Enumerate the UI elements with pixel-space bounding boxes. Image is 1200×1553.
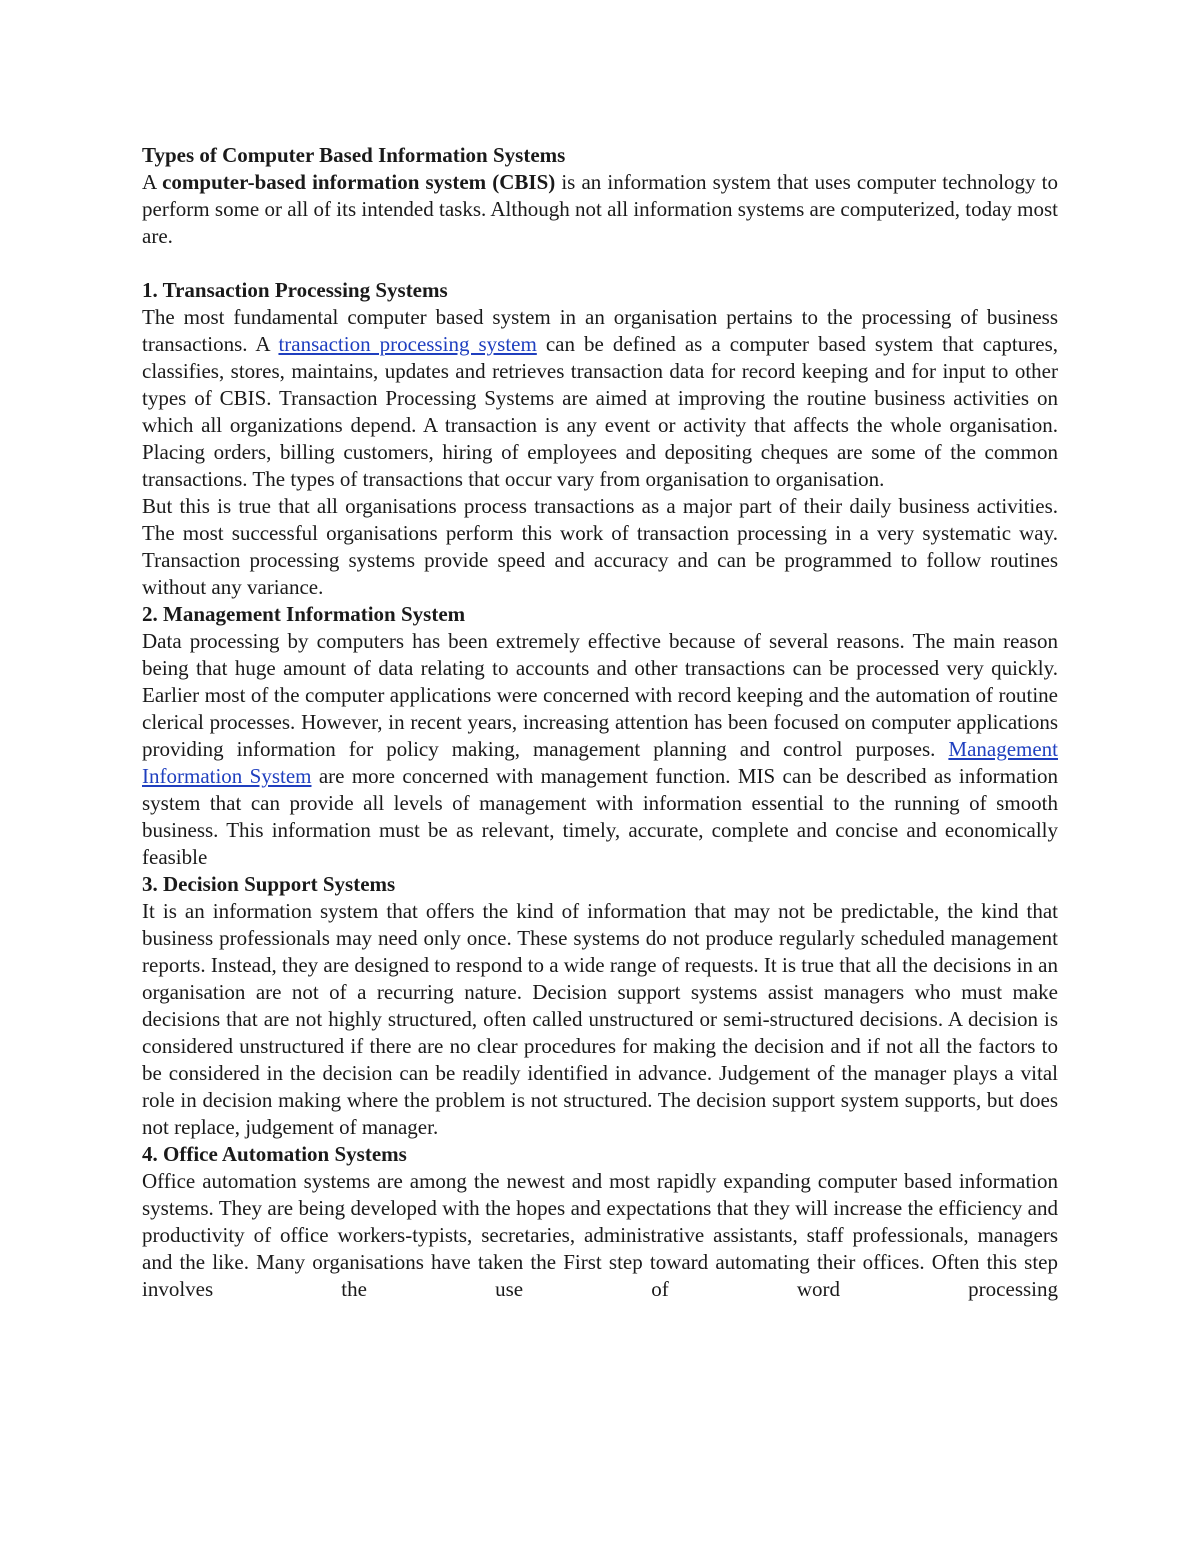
intro-bold-term: computer-based information system (CBIS) (162, 170, 556, 194)
section-heading-mis: 2. Management Information System (142, 602, 466, 626)
section-heading-dss: 3. Decision Support Systems (142, 872, 396, 896)
document-page (142, 142, 1058, 1303)
tps-text-after: can be defined as a computer based system that captures, classifies, stores, maintains, updates and retrieves transaction data for record keeping and for input to other types of CBIS. Transaction Processing Systems are aimed at improving the routine business activities on which all organizations depend. A transaction is any event or activity that affects the whole organisation. Placing orders, billing customers, hiring of employees and depositing cheques are some of the common transactions. The types of transactions that occur vary from organisation to organisation. (142, 332, 1059, 491)
tps-text-before: The most fundamental computer based system in an organisation pertains to the processing of business transactions. A (142, 305, 1058, 356)
section-heading-tps: 1. Transaction Processing Systems (142, 278, 448, 302)
dss-paragraph: It is an information system that offers the kind of information that may not be predictable, the kind that business professionals may need only once. These systems do not produce regularly scheduled management reports. Instead, they are designed to respond to a wide range of requests. It is true that all the decisions in an organisation are not of a recurring nature. Decision support systems assist managers who must make decisions that are not highly structured, often called unstructured or semi-structured decisions. A decision is considered unstructured if there are no clear procedures for making the decision and if not all the factors to be considered in the decision can be readily identified in advance. Judgement of the manager plays a vital role in decision making where the problem is not structured. The decision support system supports, but does not replace, judgement of manager. (142, 899, 1058, 1139)
mis-text-before: Data processing by computers has been extremely effective because of several reasons. The main reason being that huge amount of data relating to accounts and other transactions can be processed very quickly. Earlier most of the computer applications were concerned with record keeping and the automation of routine clerical processes. However, in recent years, increasing attention has been focused on computer applications providing information for policy making, management planning and control purposes. (142, 629, 1058, 761)
tps-link[interactable]: transaction processing system (278, 332, 537, 356)
spacer (142, 250, 1058, 277)
tps-paragraph-1 (142, 304, 1058, 493)
tps-paragraph-2: But this is true that all organisations process transactions as a major part of their daily business activities. The most successful organisations perform this work of transaction processing in a very systematic way. Transaction processing systems provide speed and accuracy and can be programmed to follow routines without any variance. (142, 494, 1058, 599)
oas-paragraph: Office automation systems are among the newest and most rapidly expanding computer based information systems. They are being developed with the hopes and expectations that they will increase the efficiency and productivity of office workers-typists, secretaries, administrative assistants, staff professionals, managers and the like. Many organisations have taken the First step toward automating their offices. Often this step involves the use of word processing (142, 1169, 1058, 1301)
mis-text-after: are more concerned with management function. MIS can be described as information system that can provide all levels of management with information essential to the running of smooth business. This information must be as relevant, timely, accurate, complete and concise and economically feasible (142, 764, 1059, 869)
document-title: Types of Computer Based Information Systems (142, 143, 566, 167)
mis-paragraph (142, 628, 1058, 871)
intro-paragraph (142, 169, 1058, 250)
mis-link[interactable]: Management Information System (142, 737, 1059, 788)
section-heading-oas: 4. Office Automation Systems (142, 1142, 407, 1166)
intro-start: A (142, 170, 157, 194)
intro-rest: is an information system that uses computer technology to perform some or all of its intended tasks. Although not all information systems are computerized, today most are. (142, 170, 1058, 248)
